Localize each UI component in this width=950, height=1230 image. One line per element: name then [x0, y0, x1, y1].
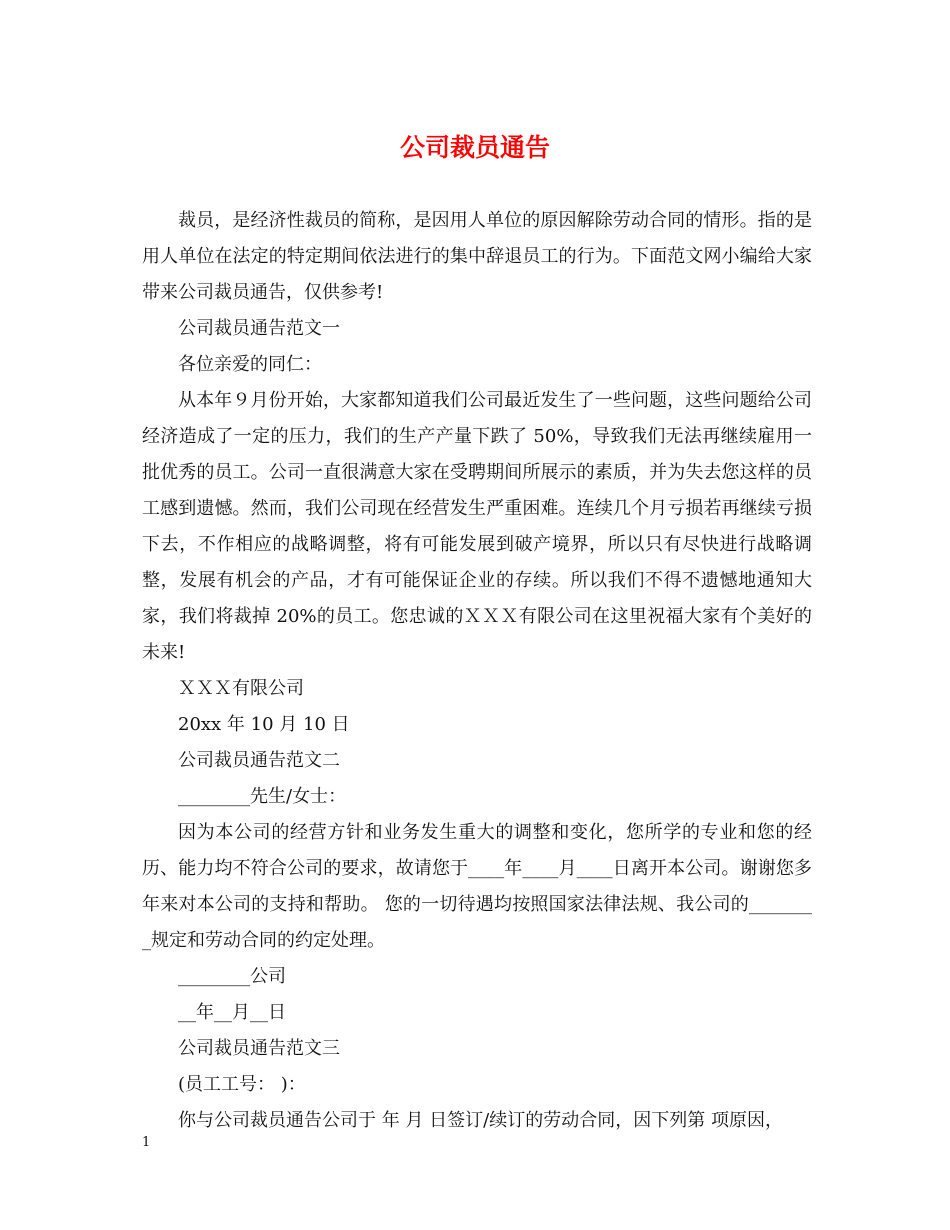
page-number: 1 — [142, 1135, 151, 1150]
sample-two-date: __年__月__日 — [178, 1002, 286, 1023]
sample-three-heading: 公司裁员通告范文三 — [178, 1038, 340, 1059]
sample-two-body: 因为本公司的经营方针和业务发生重大的调整和变化，您所学的专业和您的经历、能力均不符合公司的要求，故请您于____年____月____日离开本公司。谢谢您多年来对本公司的支持和帮助。 您的一切待遇均按照国家法律法规、我公司的________规定和劳动合同的约定处理。 — [142, 822, 812, 951]
sample-one-date: 20xx 年 10 月 10 日 — [178, 714, 350, 735]
sample-three-employee-id: (员工工号： )： — [178, 1074, 306, 1095]
document-body — [142, 203, 812, 1139]
salutation: 各位亲爱的同仁： — [178, 354, 322, 375]
sample-three-body: 你与公司裁员通告公司于 年 月 日签订/续订的劳动合同，因下列第 项原因， — [178, 1110, 783, 1131]
sample-two-heading: 公司裁员通告范文二 — [178, 750, 340, 771]
sample-two-company: ________公司 — [178, 966, 286, 987]
document-title: 公司裁员通告 — [399, 133, 550, 162]
sample-one-body: 从本年９月份开始，大家都知道我们公司最近发生了一些问题，这些问题给公司经济造成了一定的压力，我们的生产产量下跌了 50%，导致我们无法再继续雇用一批优秀的员工。公司一直很满意大家在受聘期间所展示的素质，并为失去您这样的员工感到遗憾。然而，我们公司现在经营发生严重困难。连续几个月亏损若再继续亏损下去，不作相应的战略调整，将有可能发展到破产境界，所以只有尽快进行战略调整，发展有机会的产品，才有可能保证企业的存续。所以我们不得不遗憾地通知大家，我们将裁掉 20%的员工。您忠诚的ＸＸＸ有限公司在这里祝福大家有个美好的未来! — [142, 390, 812, 663]
intro-paragraph: 裁员，是经济性裁员的简称，是因用人单位的原因解除劳动合同的情形。指的是用人单位在法定的特定期间依法进行的集中辞退员工的行为。下面范文网小编给大家带来公司裁员通告，仅供参考! — [142, 210, 812, 303]
sample-two-salutation: ________先生/女士： — [178, 786, 347, 807]
sample-one-heading: 公司裁员通告范文一 — [178, 318, 340, 339]
sample-one-company: ＸＸＸ有限公司 — [178, 678, 304, 699]
